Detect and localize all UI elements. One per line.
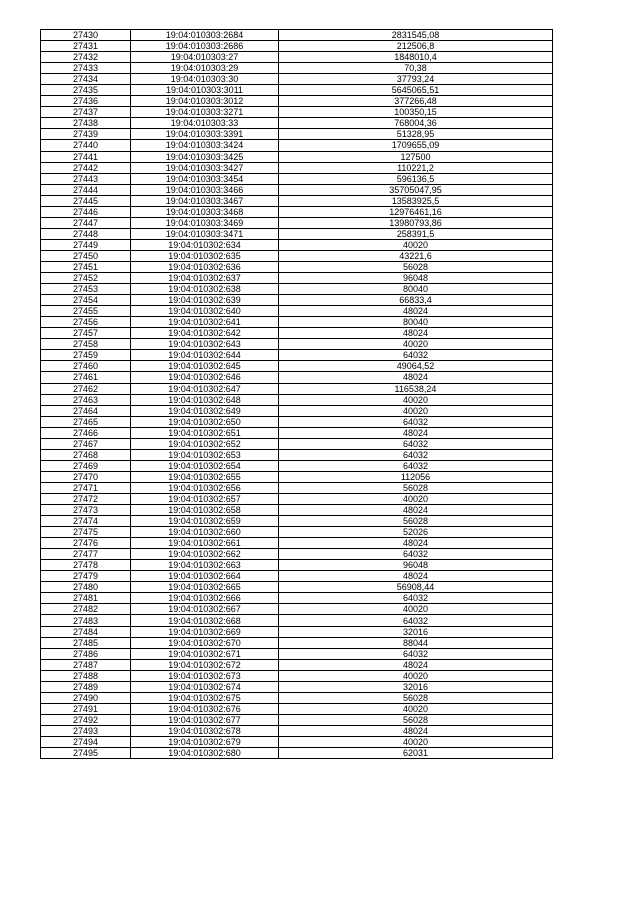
table-row [41, 714, 553, 725]
cadastral-value-cell: 64032 [279, 648, 553, 659]
row-number-cell: 27435 [41, 85, 131, 96]
cadastral-value-cell: 40020 [279, 339, 553, 350]
cadastral-number-cell: 19:04:010302:650 [131, 416, 279, 427]
cadastral-value-cell: 768004,36 [279, 118, 553, 129]
row-number-cell: 27430 [41, 30, 131, 41]
cadastral-number-cell: 19:04:010302:643 [131, 339, 279, 350]
cadastral-value-cell: 48024 [279, 538, 553, 549]
row-number-cell: 27439 [41, 129, 131, 140]
cadastral-value-cell: 32016 [279, 681, 553, 692]
cadastral-number-cell: 19:04:010302:661 [131, 538, 279, 549]
row-number-cell: 27460 [41, 361, 131, 372]
cadastral-number-cell: 19:04:010302:674 [131, 681, 279, 692]
table-row [41, 593, 553, 604]
table-row [41, 538, 553, 549]
cadastral-value-cell: 40020 [279, 405, 553, 416]
cadastral-number-cell: 19:04:010302:649 [131, 405, 279, 416]
table-row [41, 350, 553, 361]
cadastral-number-cell: 19:04:010303:3391 [131, 129, 279, 140]
table-row [41, 129, 553, 140]
cadastral-value-cell: 212506,8 [279, 41, 553, 52]
row-number-cell: 27470 [41, 471, 131, 482]
row-number-cell: 27484 [41, 626, 131, 637]
cadastral-value-cell: 52026 [279, 527, 553, 538]
cadastral-value-cell: 116538,24 [279, 383, 553, 394]
table-row [41, 96, 553, 107]
table-row [41, 250, 553, 261]
cadastral-number-cell: 19:04:010303:3471 [131, 228, 279, 239]
table-row [41, 195, 553, 206]
row-number-cell: 27478 [41, 560, 131, 571]
cadastral-number-cell: 19:04:010303:3427 [131, 162, 279, 173]
table-row [41, 239, 553, 250]
table-row [41, 527, 553, 538]
table-row [41, 615, 553, 626]
cadastral-value-cell: 40020 [279, 239, 553, 250]
cadastral-value-cell: 40020 [279, 493, 553, 504]
cadastral-number-cell: 19:04:010302:672 [131, 659, 279, 670]
row-number-cell: 27482 [41, 604, 131, 615]
table-row [41, 228, 553, 239]
row-number-cell: 27468 [41, 449, 131, 460]
cadastral-number-cell: 19:04:010302:664 [131, 571, 279, 582]
cadastral-value-cell: 56028 [279, 482, 553, 493]
table-row [41, 295, 553, 306]
cadastral-value-cell: 43221,6 [279, 250, 553, 261]
cadastral-number-cell: 19:04:010302:651 [131, 427, 279, 438]
row-number-cell: 27445 [41, 195, 131, 206]
cadastral-number-cell: 19:04:010302:670 [131, 637, 279, 648]
cadastral-number-cell: 19:04:010302:660 [131, 527, 279, 538]
table-row [41, 328, 553, 339]
row-number-cell: 27474 [41, 516, 131, 527]
row-number-cell: 27456 [41, 317, 131, 328]
cadastral-value-table [40, 29, 553, 759]
row-number-cell: 27488 [41, 670, 131, 681]
cadastral-value-cell: 64032 [279, 615, 553, 626]
row-number-cell: 27453 [41, 284, 131, 295]
table-row [41, 427, 553, 438]
table-row [41, 74, 553, 85]
cadastral-value-cell: 62031 [279, 748, 553, 759]
row-number-cell: 27432 [41, 52, 131, 63]
cadastral-value-cell: 48024 [279, 571, 553, 582]
table-row [41, 372, 553, 383]
row-number-cell: 27463 [41, 394, 131, 405]
table-row [41, 206, 553, 217]
row-number-cell: 27438 [41, 118, 131, 129]
row-number-cell: 27480 [41, 582, 131, 593]
row-number-cell: 27483 [41, 615, 131, 626]
cadastral-number-cell: 19:04:010302:656 [131, 482, 279, 493]
cadastral-number-cell: 19:04:010302:668 [131, 615, 279, 626]
cadastral-value-cell: 40020 [279, 670, 553, 681]
row-number-cell: 27494 [41, 737, 131, 748]
table-row [41, 692, 553, 703]
cadastral-value-cell: 56028 [279, 692, 553, 703]
table-row [41, 140, 553, 151]
cadastral-value-cell: 258391,5 [279, 228, 553, 239]
cadastral-value-cell: 112056 [279, 471, 553, 482]
cadastral-value-cell: 49064,52 [279, 361, 553, 372]
cadastral-number-cell: 19:04:010303:2686 [131, 41, 279, 52]
cadastral-number-cell: 19:04:010302:678 [131, 725, 279, 736]
row-number-cell: 27465 [41, 416, 131, 427]
cadastral-value-cell: 66833,4 [279, 295, 553, 306]
cadastral-value-cell: 48024 [279, 427, 553, 438]
cadastral-number-cell: 19:04:010302:658 [131, 505, 279, 516]
cadastral-number-cell: 19:04:010302:654 [131, 460, 279, 471]
table-row [41, 648, 553, 659]
cadastral-number-cell: 19:04:010302:663 [131, 560, 279, 571]
cadastral-number-cell: 19:04:010302:673 [131, 670, 279, 681]
cadastral-value-cell: 56028 [279, 516, 553, 527]
row-number-cell: 27442 [41, 162, 131, 173]
row-number-cell: 27450 [41, 250, 131, 261]
cadastral-number-cell: 19:04:010303:3424 [131, 140, 279, 151]
cadastral-number-cell: 19:04:010303:3468 [131, 206, 279, 217]
row-number-cell: 27473 [41, 505, 131, 516]
table-row [41, 30, 553, 41]
table-row [41, 505, 553, 516]
table-row [41, 516, 553, 527]
cadastral-number-cell: 19:04:010302:640 [131, 306, 279, 317]
cadastral-value-cell: 127500 [279, 151, 553, 162]
table-row [41, 626, 553, 637]
table-row [41, 681, 553, 692]
cadastral-value-cell: 596136,5 [279, 173, 553, 184]
table-body [41, 30, 553, 759]
cadastral-number-cell: 19:04:010303:3469 [131, 217, 279, 228]
row-number-cell: 27493 [41, 725, 131, 736]
cadastral-value-cell: 48024 [279, 328, 553, 339]
cadastral-number-cell: 19:04:010302:639 [131, 295, 279, 306]
cadastral-value-cell: 64032 [279, 438, 553, 449]
cadastral-value-cell: 40020 [279, 703, 553, 714]
row-number-cell: 27434 [41, 74, 131, 85]
cadastral-number-cell: 19:04:010303:27 [131, 52, 279, 63]
row-number-cell: 27433 [41, 63, 131, 74]
row-number-cell: 27467 [41, 438, 131, 449]
table-row [41, 306, 553, 317]
cadastral-number-cell: 19:04:010302:635 [131, 250, 279, 261]
table-row [41, 604, 553, 615]
cadastral-number-cell: 19:04:010302:666 [131, 593, 279, 604]
table-row [41, 482, 553, 493]
row-number-cell: 27472 [41, 493, 131, 504]
cadastral-value-cell: 1848010,4 [279, 52, 553, 63]
table-row [41, 659, 553, 670]
cadastral-number-cell: 19:04:010302:641 [131, 317, 279, 328]
table-row [41, 339, 553, 350]
table-row [41, 52, 553, 63]
cadastral-value-cell: 1709655,09 [279, 140, 553, 151]
cadastral-value-cell: 37793,24 [279, 74, 553, 85]
cadastral-number-cell: 19:04:010302:659 [131, 516, 279, 527]
cadastral-number-cell: 19:04:010302:652 [131, 438, 279, 449]
row-number-cell: 27441 [41, 151, 131, 162]
table-row [41, 284, 553, 295]
table-row [41, 63, 553, 74]
cadastral-value-cell: 64032 [279, 593, 553, 604]
row-number-cell: 27455 [41, 306, 131, 317]
row-number-cell: 27459 [41, 350, 131, 361]
cadastral-number-cell: 19:04:010302:634 [131, 239, 279, 250]
cadastral-value-cell: 96048 [279, 273, 553, 284]
row-number-cell: 27495 [41, 748, 131, 759]
cadastral-number-cell: 19:04:010303:3454 [131, 173, 279, 184]
cadastral-value-cell: 64032 [279, 449, 553, 460]
cadastral-number-cell: 19:04:010302:642 [131, 328, 279, 339]
row-number-cell: 27457 [41, 328, 131, 339]
table-row [41, 549, 553, 560]
cadastral-number-cell: 19:04:010302:675 [131, 692, 279, 703]
cadastral-value-cell: 56908,44 [279, 582, 553, 593]
table-row [41, 273, 553, 284]
table-row [41, 118, 553, 129]
row-number-cell: 27487 [41, 659, 131, 670]
row-number-cell: 27452 [41, 273, 131, 284]
cadastral-value-cell: 48024 [279, 306, 553, 317]
cadastral-value-cell: 40020 [279, 604, 553, 615]
table-row [41, 162, 553, 173]
table-row [41, 107, 553, 118]
cadastral-number-cell: 19:04:010302:653 [131, 449, 279, 460]
cadastral-value-cell: 70,38 [279, 63, 553, 74]
cadastral-number-cell: 19:04:010303:29 [131, 63, 279, 74]
cadastral-number-cell: 19:04:010302:655 [131, 471, 279, 482]
table-row [41, 493, 553, 504]
row-number-cell: 27448 [41, 228, 131, 239]
cadastral-value-cell: 35705047,95 [279, 184, 553, 195]
table-row [41, 582, 553, 593]
cadastral-number-cell: 19:04:010303:3467 [131, 195, 279, 206]
cadastral-number-cell: 19:04:010303:30 [131, 74, 279, 85]
row-number-cell: 27475 [41, 527, 131, 538]
cadastral-value-cell: 56028 [279, 261, 553, 272]
cadastral-number-cell: 19:04:010302:648 [131, 394, 279, 405]
table-row [41, 173, 553, 184]
cadastral-number-cell: 19:04:010302:677 [131, 714, 279, 725]
table-row [41, 438, 553, 449]
table-row [41, 394, 553, 405]
table-row [41, 449, 553, 460]
cadastral-number-cell: 19:04:010302:645 [131, 361, 279, 372]
cadastral-value-cell: 48024 [279, 725, 553, 736]
table-row [41, 41, 553, 52]
cadastral-value-cell: 64032 [279, 416, 553, 427]
row-number-cell: 27447 [41, 217, 131, 228]
table-row [41, 748, 553, 759]
cadastral-value-cell: 56028 [279, 714, 553, 725]
cadastral-value-cell: 64032 [279, 460, 553, 471]
row-number-cell: 27466 [41, 427, 131, 438]
cadastral-number-cell: 19:04:010302:662 [131, 549, 279, 560]
cadastral-value-cell: 64032 [279, 549, 553, 560]
cadastral-number-cell: 19:04:010302:679 [131, 737, 279, 748]
cadastral-value-cell: 100350,15 [279, 107, 553, 118]
table-row [41, 217, 553, 228]
table-row [41, 703, 553, 714]
row-number-cell: 27489 [41, 681, 131, 692]
cadastral-value-cell: 110221,2 [279, 162, 553, 173]
table-row [41, 460, 553, 471]
cadastral-value-cell: 40020 [279, 394, 553, 405]
cadastral-value-cell: 96048 [279, 560, 553, 571]
cadastral-number-cell: 19:04:010302:647 [131, 383, 279, 394]
cadastral-value-cell: 88044 [279, 637, 553, 648]
row-number-cell: 27440 [41, 140, 131, 151]
table-row [41, 151, 553, 162]
cadastral-number-cell: 19:04:010303:33 [131, 118, 279, 129]
row-number-cell: 27449 [41, 239, 131, 250]
row-number-cell: 27437 [41, 107, 131, 118]
table-row [41, 725, 553, 736]
cadastral-value-cell: 40020 [279, 737, 553, 748]
cadastral-number-cell: 19:04:010302:636 [131, 261, 279, 272]
cadastral-number-cell: 19:04:010303:2684 [131, 30, 279, 41]
row-number-cell: 27454 [41, 295, 131, 306]
table-row [41, 85, 553, 96]
cadastral-value-cell: 13583925,5 [279, 195, 553, 206]
row-number-cell: 27461 [41, 372, 131, 383]
row-number-cell: 27462 [41, 383, 131, 394]
table-row [41, 361, 553, 372]
row-number-cell: 27464 [41, 405, 131, 416]
table-row [41, 184, 553, 195]
row-number-cell: 27431 [41, 41, 131, 52]
table-row [41, 560, 553, 571]
cadastral-value-cell: 2831545,08 [279, 30, 553, 41]
cadastral-number-cell: 19:04:010303:3425 [131, 151, 279, 162]
table-row [41, 471, 553, 482]
cadastral-value-cell: 64032 [279, 350, 553, 361]
cadastral-value-cell: 48024 [279, 372, 553, 383]
cadastral-number-cell: 19:04:010302:671 [131, 648, 279, 659]
cadastral-value-cell: 5645065,51 [279, 85, 553, 96]
row-number-cell: 27492 [41, 714, 131, 725]
row-number-cell: 27471 [41, 482, 131, 493]
cadastral-value-cell: 13980793,86 [279, 217, 553, 228]
cadastral-value-cell: 48024 [279, 659, 553, 670]
row-number-cell: 27477 [41, 549, 131, 560]
row-number-cell: 27469 [41, 460, 131, 471]
cadastral-number-cell: 19:04:010302:676 [131, 703, 279, 714]
row-number-cell: 27486 [41, 648, 131, 659]
row-number-cell: 27479 [41, 571, 131, 582]
row-number-cell: 27481 [41, 593, 131, 604]
cadastral-value-cell: 377266,48 [279, 96, 553, 107]
cadastral-number-cell: 19:04:010302:644 [131, 350, 279, 361]
row-number-cell: 27436 [41, 96, 131, 107]
cadastral-value-cell: 80040 [279, 317, 553, 328]
row-number-cell: 27476 [41, 538, 131, 549]
table-row [41, 670, 553, 681]
table-row [41, 317, 553, 328]
cadastral-number-cell: 19:04:010302:669 [131, 626, 279, 637]
cadastral-number-cell: 19:04:010303:3466 [131, 184, 279, 195]
row-number-cell: 27443 [41, 173, 131, 184]
cadastral-number-cell: 19:04:010302:646 [131, 372, 279, 383]
cadastral-number-cell: 19:04:010302:637 [131, 273, 279, 284]
table-row [41, 261, 553, 272]
cadastral-number-cell: 19:04:010302:665 [131, 582, 279, 593]
table-row [41, 737, 553, 748]
row-number-cell: 27446 [41, 206, 131, 217]
cadastral-number-cell: 19:04:010303:3011 [131, 85, 279, 96]
cadastral-value-cell: 48024 [279, 505, 553, 516]
cadastral-number-cell: 19:04:010302:638 [131, 284, 279, 295]
row-number-cell: 27444 [41, 184, 131, 195]
cadastral-value-cell: 80040 [279, 284, 553, 295]
row-number-cell: 27451 [41, 261, 131, 272]
cadastral-value-cell: 32016 [279, 626, 553, 637]
cadastral-number-cell: 19:04:010302:680 [131, 748, 279, 759]
row-number-cell: 27458 [41, 339, 131, 350]
row-number-cell: 27491 [41, 703, 131, 714]
table-row [41, 405, 553, 416]
cadastral-number-cell: 19:04:010302:667 [131, 604, 279, 615]
cadastral-value-cell: 12976461,16 [279, 206, 553, 217]
cadastral-number-cell: 19:04:010302:657 [131, 493, 279, 504]
table-row [41, 383, 553, 394]
cadastral-value-cell: 51328,95 [279, 129, 553, 140]
table-row [41, 571, 553, 582]
row-number-cell: 27490 [41, 692, 131, 703]
table-row [41, 637, 553, 648]
cadastral-number-cell: 19:04:010303:3271 [131, 107, 279, 118]
cadastral-number-cell: 19:04:010303:3012 [131, 96, 279, 107]
row-number-cell: 27485 [41, 637, 131, 648]
table-row [41, 416, 553, 427]
